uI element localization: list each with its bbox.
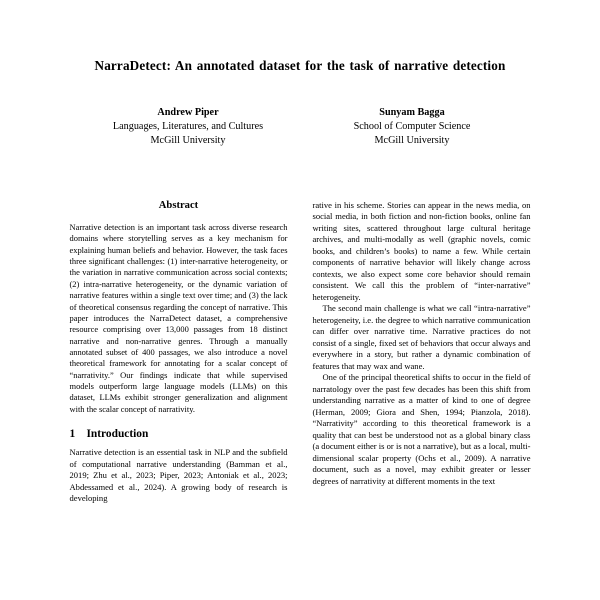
body-paragraph: One of the principal theoretical shifts to occur in the field of narratology over the past few decades has been this shift from understanding narrative as a matter of kind to one of degree (Herman, 2009; Giora and Shen, 1994; Pianzola, 2018). “Narrativity” according to this theoretical framework is a quality that can best be understood not as a global binary class (a document either is or is not a narrative), but as a local, multi-dimensional scalar property (Ochs et al., 2009). A narrative document, such as a novel, may exhibit greater or lesser degrees of narrativity at different moments in the text bbox=[312, 372, 531, 486]
section-number: 1 bbox=[69, 428, 76, 441]
section-title: Introduction bbox=[86, 428, 149, 441]
author-name: Sunyam Bagga bbox=[379, 106, 445, 118]
right-column bbox=[313, 200, 531, 505]
author-department: Languages, Literatures, and Cultures bbox=[112, 120, 264, 132]
author-institution: McGill University bbox=[150, 135, 226, 147]
author-department: School of Computer Science bbox=[353, 120, 471, 132]
author-list bbox=[0, 106, 600, 149]
left-column bbox=[70, 200, 288, 505]
abstract-body: Narrative detection is an important task across diverse research domains where storytelling serves as a key mechanism for explaining human beliefs and behavior. However, the task faces three significant challenges: (1) inter-narrative heterogeneity, or the variation in narrative communication across social contexts; (2) intra-narrative heterogeneity, or the dynamic variation of narrative features within a single text over time; and (3) the lack of theoretical consensus regarding the concept of narrative. This paper introduces the NarraDetect dataset, a comprehensive resource comprising over 13,000 passages from 18 distinct narrative and non-narrative genres. Through a manually annotated subset of 400 passages, we also introduce a novel theoretical framework for annotating for a scalar concept of “narrativity.” Our findings indicate that while supervised models outperform large language models (LLMs) on this dataset, LLMs exhibit stronger generalization and alignment with the scalar concept of narrativity. bbox=[69, 222, 288, 414]
abstract-heading: Abstract bbox=[158, 200, 199, 211]
page-title: NarraDetect: An annotated dataset for the task of narrative detection bbox=[94, 58, 506, 73]
body-paragraph: The second main challenge is what we call “intra-narrative” heterogeneity, i.e. the degree to which narrative communication can differ over narrative time. Narrative practices do not consist of a single, fixed set of behaviors that occur always and everywhere in a story, but rather a dynamic combination of features that may wax and wane. bbox=[312, 303, 531, 371]
author-institution: McGill University bbox=[374, 135, 450, 147]
body-paragraph: rative in his scheme. Stories can appear in the news media, on social media, in both fiction and non-fiction books, online fan writing sites, scattered throughout large cultural heritage archives, and multi-modally as well (graphic novels, comic books, and children’s books) to name a few. While certain components of narrative behavior will likely change across contexts, we also expect some core behavior should remain consistent. We call this the problem of “inter-narrative” heterogeneity. bbox=[312, 200, 531, 302]
section-heading-introduction bbox=[70, 428, 288, 440]
title-block bbox=[0, 0, 600, 149]
body-columns bbox=[0, 200, 600, 505]
introduction-paragraph: Narrative detection is an essential task in NLP and the subfield of computational narrative understanding (Bamman et al., 2019; Zhu et al., 2023; Piper, 2023; Antoniak et al., 2023; Abdessamed et al., 2024). A growing body of research is developing bbox=[69, 447, 288, 504]
author-block bbox=[76, 106, 300, 149]
author-block bbox=[300, 106, 524, 149]
author-name: Andrew Piper bbox=[157, 106, 219, 118]
